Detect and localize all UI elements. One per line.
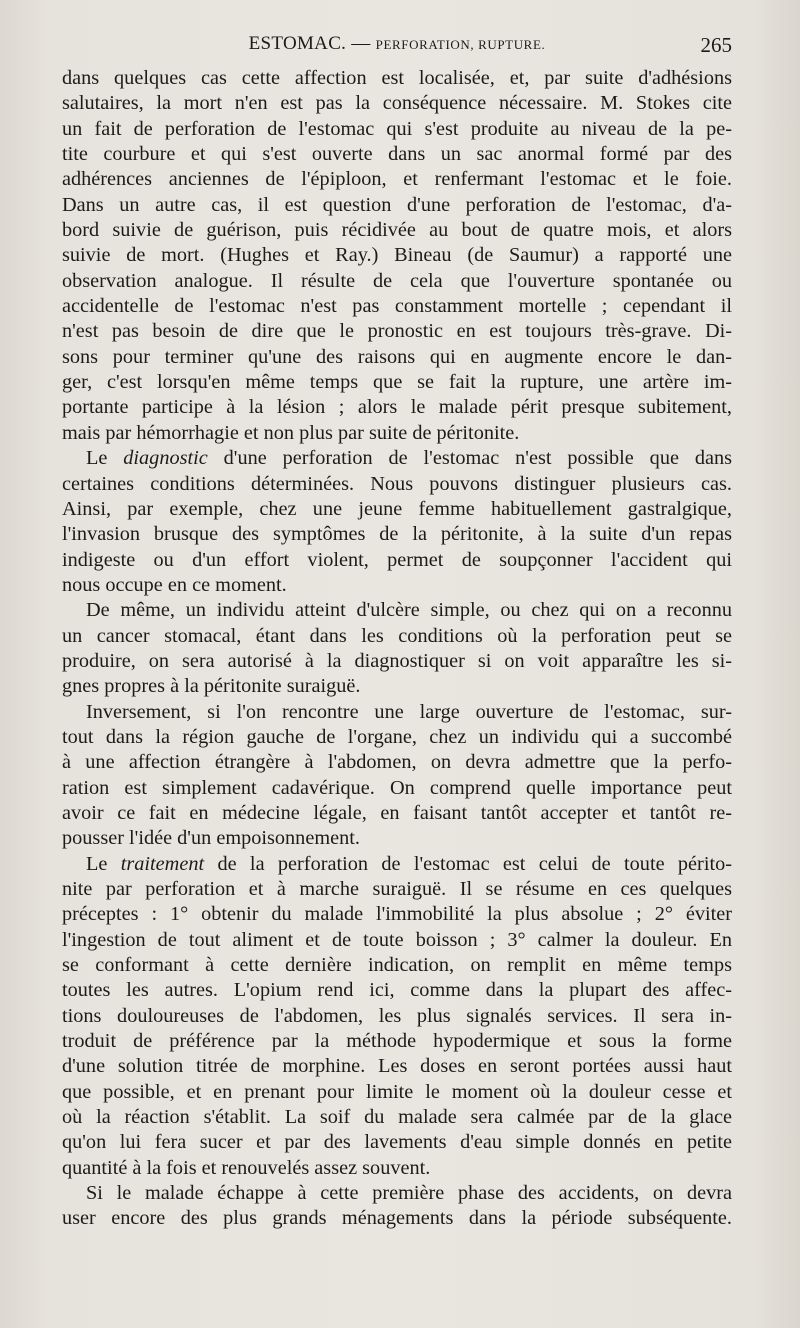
text-line: d'une solution titrée de morphine. Les doses en seront portées aussi haut: [62, 1055, 732, 1078]
text-line: l'ingestion de tout aliment et de toute boisson ; 3° calmer la douleur. En: [62, 928, 732, 951]
text-line: certaines conditions déterminées. Nous pouvons distinguer plusieurs cas.: [62, 472, 732, 495]
text-line: préceptes : 1° obtenir du malade l'immobilité la plus absolue ; 2° éviter: [62, 903, 732, 926]
text-line: un fait de perforation de l'estomac qui s'est produite au niveau de la pe-: [62, 117, 732, 140]
text-line-rest: d'une perforation de l'estomac n'est possible que dans: [207, 447, 732, 470]
text-line: [62, 446, 732, 471]
text-line: Ainsi, par exemple, chez une jeune femme habituellement gastralgique,: [62, 497, 732, 520]
text-line: se conformant à cette dernière indication, on remplit en même temps: [62, 954, 732, 977]
text-line: sons pour terminer qu'une des raisons qui en augmente encore le dan-: [62, 345, 732, 368]
text-line: que possible, et en prenant pour limite le moment où la douleur cesse et: [62, 1080, 732, 1103]
text-line: Dans un autre cas, il est question d'une perforation de l'estomac, d'a-: [62, 193, 732, 216]
text-line: nite par perforation et à marche suraiguë. Il se résume en ces quelques: [62, 878, 732, 900]
text-line-lead: Le: [86, 447, 124, 470]
text-line: bord suivie de guérison, puis récidivée au bout de quatre mois, et alors: [62, 219, 732, 242]
running-title-separator: —: [346, 33, 376, 54]
text-line: user encore des plus grands ménagements dans la période subséquente.: [62, 1207, 732, 1230]
running-title: [62, 33, 732, 55]
text-line: toutes les autres. L'opium rend ici, comme dans la plupart des affec-: [62, 979, 732, 1002]
body-text: [62, 66, 732, 1232]
text-line: nous occupe en ce moment.: [62, 573, 287, 596]
text-line: quantité à la fois et renouvelés assez souvent.: [62, 1156, 431, 1179]
text-line: Inversement, si l'on rencontre une large ouverture de l'estomac, sur-: [86, 700, 732, 723]
text-line: pousser l'idée d'un empoisonnement.: [62, 827, 360, 850]
text-line: un cancer stomacal, étant dans les conditions où la perforation peut se: [62, 624, 732, 647]
text-line: l'invasion brusque des symptômes de la péritonite, à la suite d'un repas: [62, 523, 732, 546]
text-line: accidentelle de l'estomac n'est pas constamment mortelle ; cependant il: [62, 295, 732, 318]
text-line: adhérences anciennes de l'épiploon, et renfermant l'estomac et le foie.: [62, 168, 732, 191]
text-line: [62, 852, 732, 877]
text-line: où la réaction s'établit. La soif du malade sera calmée par de la glace: [62, 1106, 732, 1129]
text-line: produire, on sera autorisé à la diagnostiquer si on voit apparaître les si-: [62, 649, 732, 672]
text-line: qu'on lui fera sucer et par des lavements d'eau simple donnés en petite: [62, 1131, 732, 1154]
text-line: à une affection étrangère à l'abdomen, on devra admettre que la perfo-: [62, 751, 732, 774]
text-line: troduit de préférence par la méthode hypodermique et sous la forme: [62, 1030, 732, 1053]
text-line: mais par hémorrhagie et non plus par suite de péritonite.: [62, 421, 520, 444]
text-line: De même, un individu atteint d'ulcère simple, ou chez qui on a reconnu: [86, 599, 732, 622]
text-line: observation analogue. Il résulte de cela que l'ouverture spontanée ou: [62, 269, 732, 292]
text-line-lead: Le: [86, 852, 121, 875]
text-line: ger, c'est lorsqu'en même temps que se fait la rupture, une artère im-: [62, 371, 732, 394]
page-number: 265: [700, 33, 732, 57]
italic-term: diagnostic: [123, 447, 208, 470]
text-line: tions douloureuses de l'abdomen, les plus signalés services. Il sera in-: [62, 1004, 732, 1027]
text-line: dans quelques cas cette affection est localisée, et, par suite d'adhésions: [62, 67, 732, 89]
text-line: portante participe à la lésion ; alors le malade périt presque subitement,: [62, 396, 732, 419]
running-title-main: ESTOMAC.: [248, 33, 347, 54]
text-line: ration est simplement cadavérique. On comprend quelle importance peut: [62, 776, 732, 799]
text-line: avoir ce fait en médecine légale, en faisant tantôt accepter et tantôt re-: [62, 801, 732, 824]
running-title-sub: PERFORATION, RUPTURE.: [375, 37, 546, 52]
running-header: [62, 33, 732, 57]
text-line: gnes propres à la péritonite suraiguë.: [62, 675, 361, 698]
text-line: Si le malade échappe à cette première phase des accidents, on devra: [86, 1182, 732, 1205]
text-line-rest: de la perforation de l'estomac est celui de toute périto-: [204, 852, 732, 875]
text-line: tite courbure et qui s'est ouverte dans un sac anormal formé par des: [62, 143, 732, 166]
text-line: tout dans la région gauche de l'organe, chez un individu qui a succombé: [62, 725, 732, 748]
text-line: indigeste ou d'un effort violent, permet de soupçonner l'accident qui: [62, 548, 732, 571]
text-line: suivie de mort. (Hughes et Ray.) Bineau (de Saumur) a rapporté une: [62, 244, 732, 267]
italic-term: traitement: [120, 852, 205, 875]
text-line: salutaires, la mort n'en est pas la conséquence nécessaire. M. Stokes cite: [62, 92, 732, 115]
text-line: n'est pas besoin de dire que le pronostic en est toujours très-grave. Di-: [62, 320, 732, 343]
